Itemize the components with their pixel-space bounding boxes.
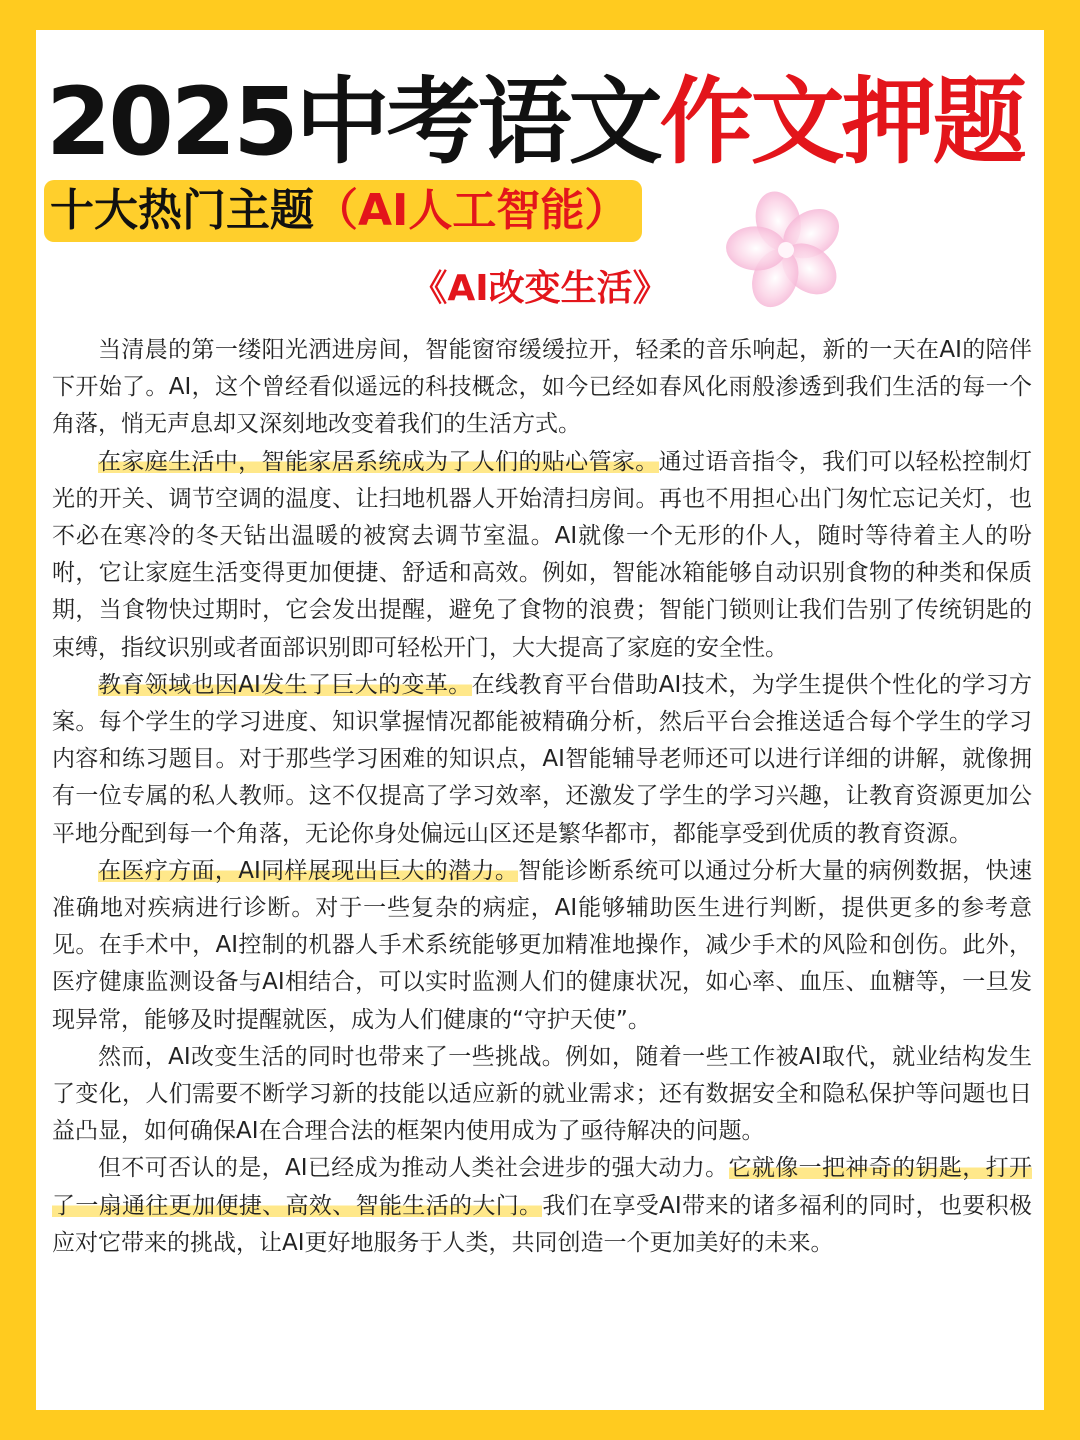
paragraph <box>52 853 1032 1039</box>
subtitle-part-red: （AI人工智能） <box>314 185 629 236</box>
highlighted-sentence: 在医疗方面，AI同样展现出巨大的潜力。 <box>98 857 519 884</box>
paragraph-text: 我们在享受AI带来的诸多福利的同时，也要积极应对它带来的挑战，让AI更好地服务于人类，共同创造一个更加美好的未来。 <box>52 1192 1032 1256</box>
paragraph <box>52 1039 1032 1151</box>
paragraph-text: 在线教育平台借助AI技术，为学生提供个性化的学习方案。每个学生的学习进度、知识掌握情况都能被精确分析，然后平台会推送适合每个学生的学习内容和练习题目。对于那些学习困难的知识点，AI智能辅导老师还可以进行详细的讲解，就像拥有一位专属的私人教师。这不仅提高了学习效率，还激发了学生的学习兴趣，让教育资源更加公平地分配到每一个角落，无论你身处偏远山区还是繁华都市，都能享受到优质的教育资源。 <box>52 671 1032 847</box>
paragraph-text: 通过语音指令，我们可以轻松控制灯光的开关、调节空调的温度、让扫地机器人开始清扫房间。再也不用担心出门匆忙忘记关灯，也不必在寒冷的冬天钻出温暖的被窝去调节室温。AI就像一个无形的仆人，随时等待着主人的吩咐，它让家庭生活变得更加便捷、舒适和高效。例如，智能冰箱能够自动识别食物的种类和保质期，当食物快过期时，它会发出提醒，避免了食物的浪费；智能门锁则让我们告别了传统钥匙的束缚，指纹识别或者面部识别即可轻松开门，大大提高了家庭的安全性。 <box>52 448 1033 661</box>
paragraph <box>52 1150 1032 1262</box>
paragraph-lead: 但不可否认的是，AI已经成为推动人类社会进步的强大动力。 <box>98 1155 729 1182</box>
paragraph-text: 当清晨的第一缕阳光洒进房间，智能窗帘缓缓拉开，轻柔的音乐响起，新的一天在AI的陪伴下开始了。AI，这个曾经看似遥远的科技概念，如今已经如春风化雨般渗透到我们生活的每一个角落，悄无声息却又深刻地改变着我们的生活方式。 <box>52 337 1032 438</box>
headline-part-black: 2025中考语文 <box>46 68 660 177</box>
headline-part-red: 作文押题 <box>659 68 1024 177</box>
headline <box>46 58 1036 188</box>
paragraph <box>52 667 1032 853</box>
highlighted-sentence: 教育领域也因AI发生了巨大的变革。 <box>98 671 472 698</box>
paragraph-text: 智能诊断系统可以通过分析大量的病例数据，快速准确地对疾病进行诊断。对于一些复杂的病症，AI能够辅助医生进行判断，提供更多的参考意见。在手术中，AI控制的机器人手术系统能够更加精准地操作，减少手术的风险和创伤。此外，医疗健康监测设备与AI相结合，可以实时监测人们的健康状况，如心率、血压、血糖等，一旦发现异常，能够及时提醒就医，成为人们健康的“守护天使”。 <box>52 857 1032 1033</box>
paragraph <box>52 444 1032 667</box>
paragraph-text: 然而，AI改变生活的同时也带来了一些挑战。例如，随着一些工作被AI取代，就业结构发生了变化，人们需要不断学习新的技能以适应新的就业需求；还有数据安全和隐私保护等问题也日益凸显，如何确保AI在合理合法的框架内使用成为了亟待解决的问题。 <box>52 1043 1032 1145</box>
essay-title: 《AI改变生活》 <box>411 268 669 309</box>
article-page <box>36 30 1044 1410</box>
subtitle-banner <box>44 180 642 242</box>
paragraph <box>52 332 1032 444</box>
essay-body <box>52 332 1032 1262</box>
highlighted-sentence: 它就像一把神奇的钥匙，打开了一扇通往更加便捷、高效、智能生活的大门。 <box>52 1155 1032 1219</box>
highlighted-sentence: 在家庭生活中，智能家居系统成为了人们的贴心管家。 <box>98 448 659 475</box>
subtitle-part-black: 十大热门主题 <box>50 185 314 236</box>
